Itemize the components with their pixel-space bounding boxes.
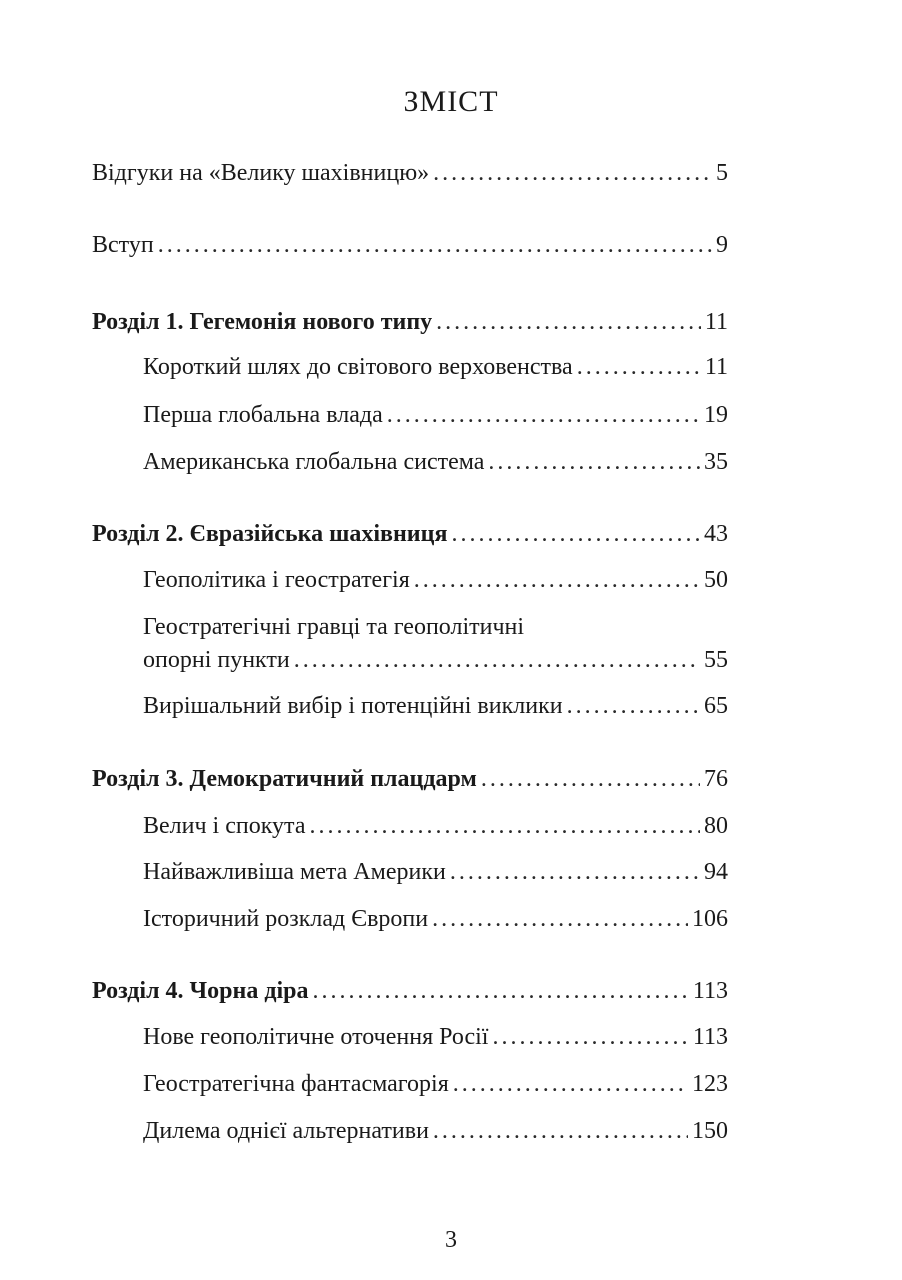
dot-leader [387, 398, 700, 432]
toc-section-label: Дилема однієї альтернативи [143, 1118, 429, 1144]
toc-section-3-3[interactable] [143, 902, 728, 936]
dot-leader [414, 563, 700, 597]
toc-section-2-1[interactable] [143, 563, 728, 597]
toc-chapter-label: Розділ 1. Гегемонія нового типу [92, 309, 433, 335]
dot-leader [433, 156, 712, 190]
dot-leader [294, 643, 700, 677]
toc-section-3-1[interactable] [143, 809, 728, 843]
toc-entry-label: Вступ [92, 232, 154, 258]
dot-leader [313, 974, 689, 1008]
dot-leader [492, 1020, 688, 1054]
toc-section-2-3[interactable] [143, 689, 728, 723]
toc-entry-page: 35 [704, 449, 728, 475]
toc-section-label: Геостратегічна фантасмагорія [143, 1071, 449, 1097]
dot-leader [453, 1067, 688, 1101]
toc-entry-page: 11 [704, 354, 728, 380]
dot-leader [433, 1114, 688, 1148]
dot-leader [577, 350, 701, 384]
toc-section-label: Перша глобальна влада [143, 402, 383, 428]
toc-entry-page: 113 [692, 1024, 728, 1050]
toc-entry-reviews[interactable] [92, 156, 728, 190]
toc-chapter-4[interactable] [92, 974, 728, 1008]
toc-chapter-label: Розділ 3. Демократичний плацдарм [92, 766, 477, 792]
toc-section-1-3[interactable] [143, 445, 728, 479]
page-title: ЗМІСТ [403, 85, 499, 118]
toc-chapter-1[interactable] [92, 305, 728, 339]
toc-chapter-2[interactable] [92, 517, 728, 551]
toc-entry-page: 50 [704, 567, 728, 593]
toc-section-1-2[interactable] [143, 398, 728, 432]
toc-entry-page: 76 [704, 766, 728, 792]
toc-section-1-1[interactable] [143, 350, 728, 384]
toc-entry-page: 123 [692, 1071, 728, 1097]
toc-section-2-2-line1[interactable]: Геостратегічні гравці та геополітичні [143, 614, 525, 640]
toc-section-4-3[interactable] [143, 1114, 728, 1148]
dot-leader [450, 855, 700, 889]
toc-chapter-label: Розділ 4. Чорна діра [92, 978, 309, 1004]
dot-leader [432, 902, 688, 936]
dot-leader [451, 517, 700, 551]
page-number: 3 [445, 1227, 457, 1253]
toc-section-label: Американська глобальна система [143, 449, 485, 475]
toc-entry-label: Відгуки на «Велику шахівницю» [92, 160, 430, 186]
toc-entry-page: 150 [692, 1118, 728, 1144]
toc-chapter-3[interactable] [92, 762, 728, 796]
toc-section-label: Історичний розклад Європи [143, 906, 429, 932]
toc-section-label: Велич і спокута [143, 813, 306, 839]
toc-section-3-2[interactable] [143, 855, 728, 889]
dot-leader [436, 305, 701, 339]
toc-entry-page: 65 [704, 693, 728, 719]
toc-entry-page: 19 [704, 402, 728, 428]
toc-entry-page: 9 [716, 232, 728, 258]
toc-entry-page: 5 [716, 160, 728, 186]
dot-leader [309, 809, 700, 843]
toc-section-label: Найважливіша мета Америки [143, 859, 446, 885]
dot-leader [481, 762, 700, 796]
dot-leader [567, 689, 700, 723]
toc-entry-page: 94 [704, 859, 728, 885]
toc-entry-page: 106 [692, 906, 728, 932]
dot-leader [158, 228, 712, 262]
toc-entry-introduction[interactable] [92, 228, 728, 262]
toc-section-label: Короткий шлях до світового верховенства [143, 354, 573, 380]
toc-entry-page: 80 [704, 813, 728, 839]
toc-entry-page: 113 [692, 978, 728, 1004]
toc-entry-page: 43 [704, 521, 728, 547]
toc-section-4-2[interactable] [143, 1067, 728, 1101]
toc-section-label: Вирішальний вибір і потенційні виклики [143, 693, 563, 719]
dot-leader [488, 445, 700, 479]
toc-section-label: опорні пункти [143, 647, 290, 673]
toc-section-4-1[interactable] [143, 1020, 728, 1054]
toc-section-2-2[interactable] [143, 643, 728, 677]
toc-entry-page: 55 [704, 647, 728, 673]
toc-chapter-label: Розділ 2. Євразійська шахівниця [92, 521, 448, 547]
toc-entry-page: 11 [704, 309, 728, 335]
toc-section-label: Геополітика і геостратегія [143, 567, 410, 593]
toc-section-label: Нове геополітичне оточення Росії [143, 1024, 489, 1050]
